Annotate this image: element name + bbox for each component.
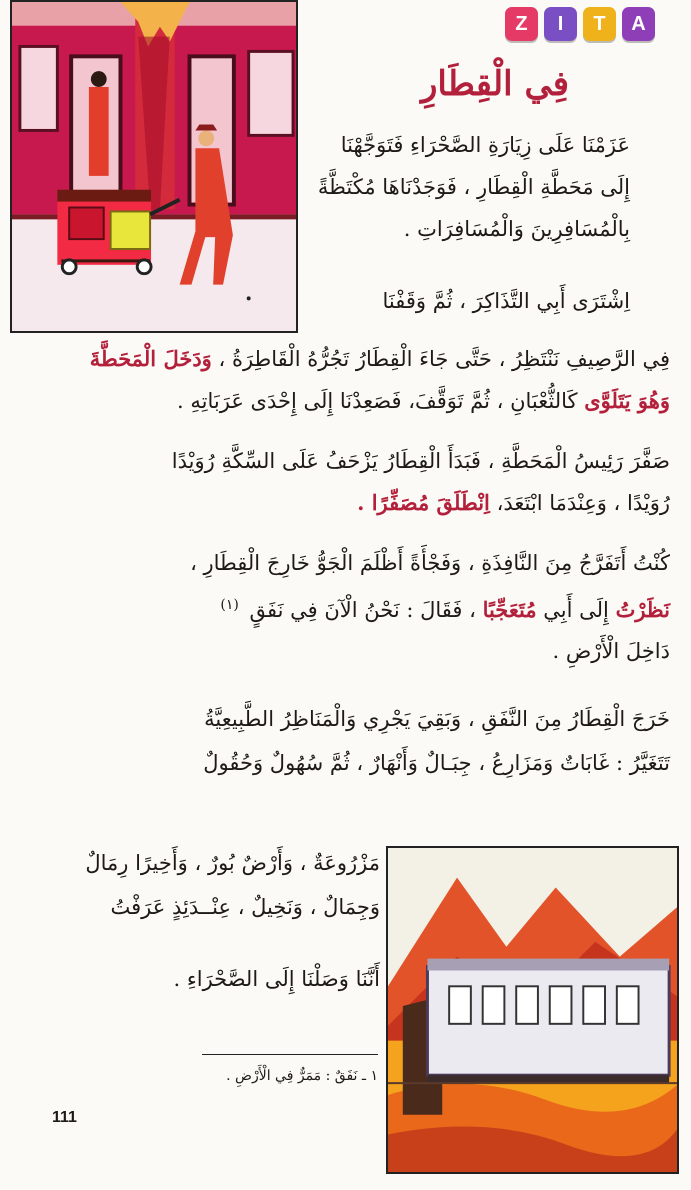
line-8-text: رُوَيْدًا ، وَعِنْدَمَا ابْتَعَدَ،	[496, 491, 670, 515]
text-line-16: أَنَّنَا وَصَلْنَا إِلَى الصَّحْرَاءِ .	[173, 967, 380, 991]
line-6-text: كَالثُّعْبَانِ ، ثُمَّ تَوَقَّفَ، فَصَعِدْنَا إِلَى إِحْدَى عَرَبَاتِهِ .	[177, 389, 578, 413]
text-line-10	[30, 588, 670, 627]
text-line-2: إِلَى مَحَطَّةِ الْقِطَارِ ، فَوَجَدْنَاهَا مُكْتَظَّةً	[317, 175, 630, 199]
text-line-7: صَفَّرَ رَئِيسُ الْمَحَطَّةِ ، فَبَدَأَ الْقِطَارُ يَزْحَفُ عَلَى السِّكَّةِ رُوَيْدًا	[171, 449, 670, 473]
text-line-8	[30, 486, 670, 520]
logo-letter-i: I	[544, 7, 577, 41]
logo-letter-z: Z	[505, 7, 538, 41]
lesson-title: فِي الْقِطَارِ	[420, 64, 570, 104]
station-image	[12, 2, 296, 331]
text-line-3: بِالْمُسَافِرِينَ وَالْمُسَافِرَاتِ .	[403, 217, 630, 241]
text-line-9: كُنْتُ أَتَفَرَّجُ مِنَ النَّافِذَةِ ، وَفَجْأَةً أَظْلَمَ الْجَوُّ خَارِجَ الْقِطَارِ ،	[190, 551, 670, 575]
line-10-text-1: إِلَى أَبِي	[543, 598, 609, 622]
station-illustration	[10, 0, 298, 333]
desert-image	[388, 848, 677, 1172]
logo-letter-t: T	[583, 7, 616, 41]
line-10-highlight-2: مُتَعَجِّبًا	[482, 597, 537, 622]
footnote-marker: (١)	[220, 597, 239, 613]
line-5-highlight: وَدَخَلَ الْمَحَطَّةَ	[89, 346, 212, 371]
text-line-6	[30, 384, 670, 418]
line-5-text: فِي الرَّصِيفِ نَنْتَظِرُ ، حَتَّى جَاءَ الْقِطَارُ تَجُرُّهُ الْقَاطِرَةُ ،	[218, 347, 670, 371]
text-line-1: عَزَمْنَا عَلَى زِيَارَةِ الصَّحْرَاءِ فَتَوَجَّهْنَا	[340, 133, 630, 157]
text-line-12: خَرَجَ الْقِطَارُ مِنَ النَّفَقِ ، وَبَقِيَ يَجْرِي وَالْمَنَاظِرُ الطَّبِيعِيَّةُ	[204, 707, 670, 731]
logo-letter-a: A	[622, 7, 655, 41]
line-10-text-2: ، فَقَالَ : نَحْنُ الْآنَ فِي نَفَقٍ	[249, 598, 476, 622]
page-number: 111	[52, 1109, 77, 1126]
desert-train-illustration	[386, 846, 679, 1174]
text-line-5	[30, 342, 670, 376]
line-8-highlight: اِنْطَلَقَ مُصَفِّرًا .	[357, 490, 490, 515]
line-6-highlight: وَهُوَ يَتَلَوَّى	[584, 388, 670, 413]
text-line-13: تَتَغَيَّرُ : غَابَاتٌ وَمَزَارِعُ ، جِبَـالٌ وَأَنْهَارٌ ، ثُمَّ سُهُولٌ وَحُقُولٌ	[203, 751, 670, 775]
footnote: ١ ـ نَفَقٌ : مَمَرٌّ فِي الْأَرْضِ .	[226, 1068, 378, 1084]
text-line-11: دَاخِلَ الْأَرْضِ .	[552, 639, 670, 663]
line-10-highlight-1: نَظَرْتُ	[615, 597, 670, 622]
text-line-14: مَزْرُوعَةٌ ، وَأَرْضٌ بُورٌ ، وَأَخِيرًا رِمَالٌ	[85, 851, 380, 875]
footnote-rule	[202, 1054, 378, 1055]
zita-logo	[505, 7, 655, 41]
text-line-15: وَجِمَالٌ ، وَنَخِيلٌ ، عِنْــدَئِذٍ عَرَفْتُ	[110, 895, 380, 919]
text-line-4: اِشْتَرَى أَبِي التَّذَاكِرَ ، ثُمَّ وَقَفْنَا	[382, 289, 630, 313]
